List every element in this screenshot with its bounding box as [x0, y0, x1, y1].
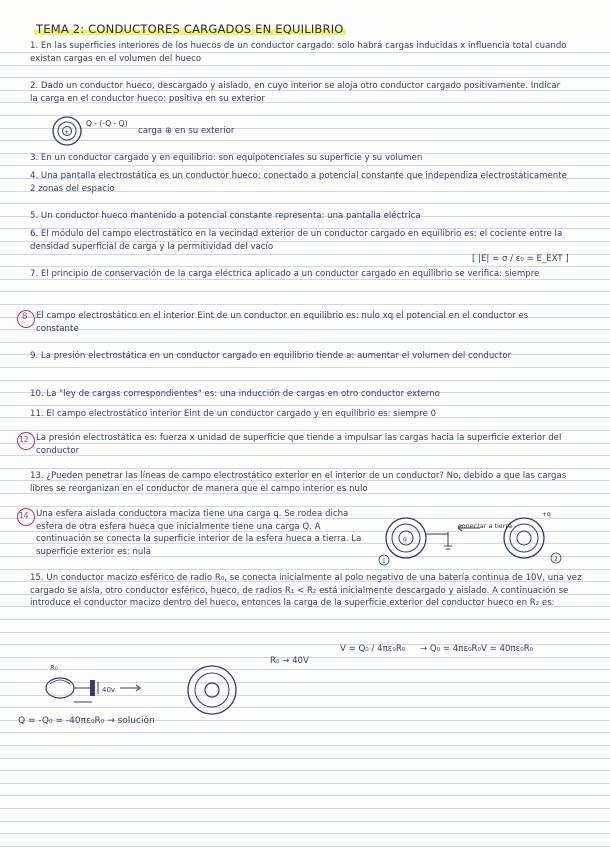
ruled-line [0, 291, 610, 292]
grounded-sphere-sketch [374, 506, 574, 568]
question-4: 4. Una pantalla electrostática es un conductor hueco: conectado a potencial constante que independiza electrostáticamente 2 zonas del espacio [30, 171, 567, 194]
ruled-line [0, 77, 610, 78]
q15-formula-1: R₀ → 40V [270, 656, 309, 666]
question-3: 3. En un conductor cargado y en equilibrio: son equipotenciales su superficie y su volumen [30, 153, 423, 163]
q15-formula-2: V = Q₀ / 4πε₀R₀ [340, 644, 406, 654]
ruled-line [0, 632, 610, 633]
ruled-line [0, 266, 610, 267]
ruled-line [0, 140, 610, 141]
ruled-line [0, 342, 610, 343]
q15-r0-label: R₀ [50, 664, 58, 672]
question-14-number: 14 [19, 511, 29, 520]
ruled-line [0, 115, 610, 116]
ruled-line [0, 380, 610, 381]
ruled-line [0, 165, 610, 166]
question-10: 10. La "ley de cargas correspondientes" es: una inducción de cargas en otro conductor externo [30, 389, 440, 399]
q14-charge-q: q [403, 536, 407, 543]
final-answer: Q = -Q₀ = -40πε₀R₀ → solución [18, 716, 155, 726]
q2-exterior-note: carga ⊕ en su exterior [138, 126, 235, 136]
ruled-line [0, 758, 610, 759]
ruled-line [0, 732, 610, 733]
question-5: 5. Un conductor hueco mantenido a potencial constante representa: una pantalla eléctrica [30, 211, 421, 221]
q14-ground-note: conectar a tierra [458, 522, 513, 530]
ruled-line [0, 405, 610, 406]
ruled-line [0, 468, 610, 469]
question-1: 1. En las superficies interiores de los huecos de un conductor cargado: solo habrá cargas inducidas x influencia total cuando existan cargas en el volumen del hueco [30, 41, 567, 64]
question-6: 6. El módulo del campo electrostático en la vecindad exterior de un conductor cargado en equilibrio es: el cociente entre la densidad superficial de carga y la permitividad del vacío [30, 229, 563, 252]
ruled-line [0, 770, 610, 771]
question-13: 13. ¿Pueden penetrar las líneas de campo electrostático exterior en el interior de un conductor? No, debido a que las cargas libres se reorganizan en el conductor de manera que el campo interior es nulo [30, 471, 567, 494]
question-9: 9. La presión electrostática en un conductor cargado en equilibrio tiende a: aumentar el volumen del conductor [30, 351, 512, 361]
question-2: 2. Dado un conductor hueco, descargado y aislado, en cuyo interior se aloja otro conductor cargado positivamente. Indicar la carga en el conductor hueco: positiva en su exterior [30, 81, 561, 104]
page-title: TEMA 2: CONDUCTORES CARGADOS EN EQUILIBRIO [36, 22, 344, 36]
ruled-line [0, 304, 610, 305]
ruled-line [0, 833, 610, 834]
ruled-line [0, 745, 610, 746]
ruled-line [0, 783, 610, 784]
ruled-line [0, 821, 610, 822]
question-12-number: 12 [19, 435, 29, 444]
battery-sphere-sketch [40, 662, 300, 722]
q14-label-2: 2 [554, 556, 558, 563]
question-14: Una esfera aislada conductora maciza tiene una carga q. Se rodea dicha esfera de otra esfera hueca que inicialmente tiene una carga Q. A continuación se conecta la superficie interior de la esfera hueca a tierra. La superficie exterior es: nula [36, 509, 362, 557]
ruled-line [0, 569, 610, 570]
ruled-line [0, 619, 610, 620]
ruled-line [0, 128, 610, 129]
q6-formula: [ |E| = σ / ε₀ = E_EXT ] [472, 254, 569, 264]
q15-40v-label: 40v [102, 686, 116, 694]
ruled-line [0, 795, 610, 796]
ruled-line [0, 203, 610, 204]
q14-charge-plus-q: +q [542, 511, 551, 518]
ruled-line [0, 846, 610, 847]
ruled-line [0, 367, 610, 368]
q14-label-1: 1 [382, 558, 386, 565]
ruled-line [0, 808, 610, 809]
svg-text:+: + [64, 129, 70, 136]
question-8: El campo electrostático en el interior Eint de un conductor en equilibrio es: nulo xq el potencial en el conductor es constante [36, 311, 529, 334]
question-7: 7. El principio de conservación de la carga eléctrica aplicado a un conductor cargado en equilibrio se verifica: siempre [30, 269, 540, 279]
question-8-number: 8 [22, 312, 28, 322]
nested-conductor-sketch [48, 114, 88, 148]
ruled-line [0, 430, 610, 431]
q2-charge-annotation: Q - (-Q - Q) [86, 119, 128, 128]
q15-formula-3: → Q₀ = 4πε₀R₀V = 40πε₀R₀ [420, 644, 534, 654]
question-11: 11. El campo electrostático interior Eint de un conductor cargado y en equilibrio es: siempre 0 [30, 409, 437, 419]
question-12: La presión electrostática es: fuerza x unidad de superficie que tiende a impulsar las cargas hacia la superficie exterior del conductor [36, 433, 562, 456]
question-15: 15. Un conductor macizo esférico de radio R₀, se conecta inicialmente al polo negativo de una batería continua de 10V, una vez cargado se aísla, otro conductor esférico, hueco, de radios R₁ < R₂ está inicialmente descargado y aislado. A continuación se introduce el conductor macizo dentro del hueco, entonces la carga de la superficie exterior del conductor hueco en R₂ es: [30, 573, 582, 609]
